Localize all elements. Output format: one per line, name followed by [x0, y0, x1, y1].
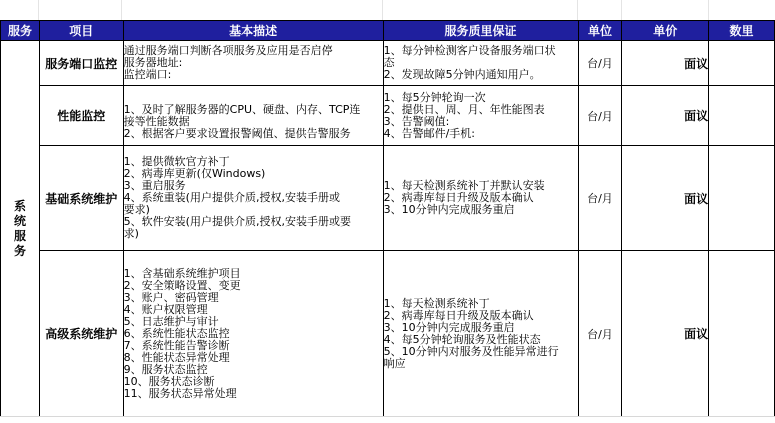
qty-cell [709, 146, 775, 251]
price-cell: 面议 [622, 86, 709, 146]
category-char: 务 [13, 243, 26, 258]
quality-cell-line: 1、每天检测系统补丁并默认安装 [383, 179, 545, 192]
table-row [1, 146, 775, 251]
header-quality: 服务质里保证 [383, 21, 578, 41]
quality-cell [383, 251, 578, 417]
qty-cell [709, 251, 775, 417]
item-cell: 性能监控 [39, 86, 123, 146]
header-qty: 数里 [709, 21, 775, 41]
desc-cell-line: 4、系统重装(用户提供介质,授权,安装手册或 [123, 191, 340, 204]
desc-cell-line: 5、日志维护与审计 [123, 314, 219, 328]
table-row [1, 251, 775, 417]
quality-cell-line: 2、提供日、周、月、年性能图表 [383, 102, 545, 116]
unit-cell: 台/月 [578, 41, 622, 86]
desc-cell [123, 86, 383, 146]
unit-cell: 台/月 [578, 86, 622, 146]
header-price: 单价 [622, 21, 709, 41]
desc-cell-line: 要求) [123, 203, 150, 216]
desc-cell-line: 1、含基础系统维护项目 [123, 266, 241, 280]
desc-cell-line: 4、账户权限管理 [123, 302, 208, 316]
desc-cell-line: 2、病毒库更新(仅Windows) [123, 167, 266, 180]
unit-cell: 台/月 [578, 251, 622, 417]
top-gridlines [0, 0, 775, 20]
desc-cell-line: 2、安全策略设置、变更 [123, 278, 241, 292]
desc-cell-line: 3、重启服务 [123, 179, 186, 192]
unit-cell: 台/月 [578, 146, 622, 251]
qty-cell [709, 41, 775, 86]
desc-cell-line: 求) [123, 227, 139, 240]
item-cell: 高级系统维护 [39, 251, 123, 417]
desc-cell-line: 2、根据客户要求设置报警阈值、提供告警服务 [123, 126, 351, 140]
desc-cell-line: 1、提供微软官方补丁 [123, 155, 230, 168]
desc-cell-line: 通过服务端口判断各项服务及应用是否启停 [123, 44, 333, 57]
qty-cell [709, 86, 775, 146]
quality-cell-line: 1、每分钟检测客户设备服务端口状 [383, 44, 556, 57]
quality-cell [383, 146, 578, 251]
table-row [1, 41, 775, 86]
desc-cell-line: 8、性能状态异常处理 [123, 350, 230, 364]
table-row [1, 86, 775, 146]
header-service: 服务 [1, 21, 40, 41]
header-item: 项目 [39, 21, 123, 41]
desc-cell-line: 7、系统性能告警诊断 [123, 338, 230, 352]
header-desc: 基本描述 [123, 21, 383, 41]
quality-cell-line: 3、告警阈值: [383, 114, 450, 128]
quality-cell-line: 态 [383, 56, 395, 69]
quality-cell-line: 4、告警邮件/手机: [383, 126, 475, 140]
item-cell: 基础系统维护 [39, 146, 123, 251]
desc-cell-line: 接等性能数据 [123, 114, 190, 128]
category-char: 统 [13, 213, 26, 228]
desc-cell-line: 9、服务状态监控 [123, 362, 208, 376]
quality-cell-line: 1、每5分钟轮询一次 [383, 90, 486, 104]
desc-cell-line: 3、账户、密码管理 [123, 290, 219, 304]
desc-cell-line: 监控端口: [123, 68, 172, 81]
quality-cell [383, 41, 578, 86]
price-cell: 面议 [622, 251, 709, 417]
desc-cell [123, 41, 383, 86]
quality-cell-line: 4、每5分钟轮询服务及性能状态 [383, 332, 541, 346]
desc-cell-line: 服务器地址: [123, 56, 183, 69]
header-unit: 单位 [578, 21, 622, 41]
desc-cell-line: 10、服务状态诊断 [123, 374, 215, 388]
desc-cell [123, 251, 383, 417]
quality-cell-line: 3、10分钟内完成服务重启 [383, 320, 515, 334]
item-cell: 服务端口监控 [39, 41, 123, 86]
quality-cell-line: 3、10分钟内完成服务重启 [383, 203, 515, 216]
price-cell: 面议 [622, 146, 709, 251]
desc-cell-line: 11、服务状态异常处理 [123, 386, 237, 400]
category-cell [1, 41, 40, 417]
service-table [0, 20, 775, 417]
desc-cell-line: 5、软件安装(用户提供介质,授权,安装手册或要 [123, 215, 351, 228]
quality-cell-line: 2、病毒库每日升级及版本确认 [383, 308, 534, 322]
quality-cell-line: 1、每天检测系统补丁 [383, 296, 490, 310]
category-char: 服 [13, 228, 26, 243]
quality-cell-line: 响应 [383, 356, 406, 370]
desc-cell-line: 6、系统性能状态监控 [123, 326, 230, 340]
desc-cell-line [124, 92, 383, 104]
price-cell: 面议 [622, 41, 709, 86]
category-char: 系 [13, 198, 26, 213]
quality-cell [383, 86, 578, 146]
quality-cell-line: 5、10分钟内对服务及性能异常进行 [383, 344, 559, 358]
header-row [1, 21, 775, 41]
quality-cell-line: 2、病毒库每日升级及版本确认 [383, 191, 534, 204]
quality-cell-line: 2、发现故障5分钟内通知用户。 [383, 68, 541, 81]
desc-cell [123, 146, 383, 251]
desc-cell-line: 1、及时了解服务器的CPU、硬盘、内存、TCP连 [123, 102, 361, 116]
